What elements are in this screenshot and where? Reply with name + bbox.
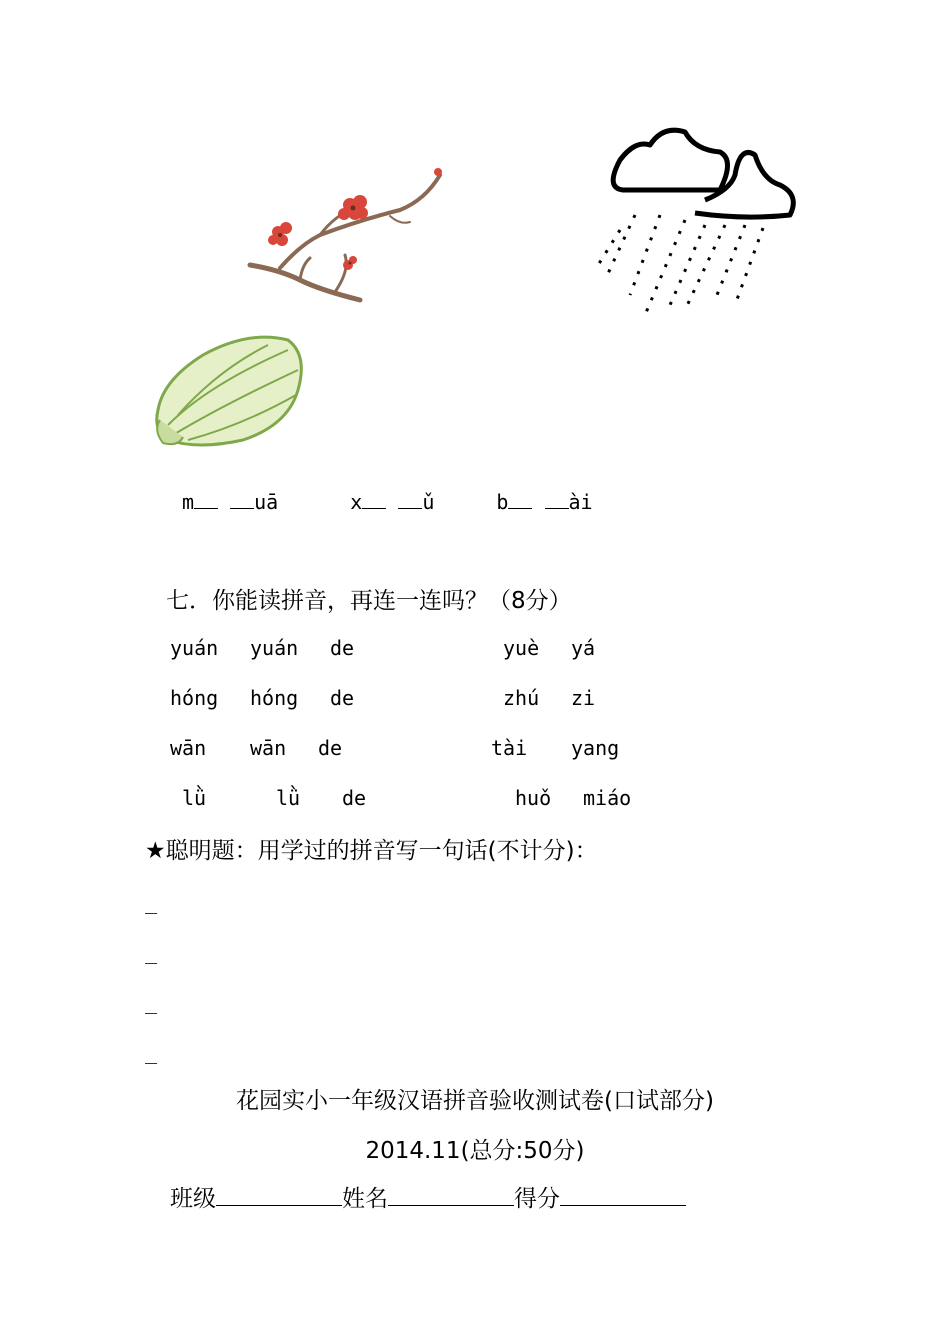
blank[interactable] [398,486,422,509]
blank-item [182,490,278,514]
pinyin-word: yuán [170,636,219,660]
section-7-title: 七．你能读拼音，再连一连吗？（8分） [166,588,572,614]
blank-item [496,490,592,514]
initial-letter: m [182,490,195,514]
pinyin-word: wān [250,736,287,760]
final-letter: ǔ [422,490,435,514]
answer-line-mark[interactable]: _ [145,940,158,964]
pinyin-word: miáo [583,786,632,810]
pinyin-left-row-2 [170,686,355,710]
blank[interactable] [194,486,218,509]
rain-cloud-image [585,120,805,320]
pinyin-word: yá [571,636,596,660]
oral-exam-title: 花园实小一年级汉语拼音验收测试卷(口试部分) [236,1088,714,1114]
class-label: 班级 [170,1186,216,1212]
blank[interactable] [545,486,569,509]
answer-line-mark[interactable]: _ [145,1040,158,1064]
blank[interactable] [362,486,386,509]
answer-line-mark[interactable]: _ [145,990,158,1014]
pinyin-word: zhú [503,686,540,710]
pinyin-left-row-3 [170,736,343,760]
pinyin-word: wān [170,736,207,760]
pinyin-word: de [330,686,355,710]
final-letter: uā [254,490,279,514]
class-field[interactable] [216,1183,342,1206]
pinyin-right-row-2 [503,686,596,710]
initial-letter: x [350,490,363,514]
pinyin-word: tài [491,736,528,760]
pinyin-word: hóng [170,686,219,710]
bonus-question-title: ★聪明题：用学过的拼音写一句话(不计分)： [145,838,598,864]
pinyin-word: de [318,736,343,760]
plum-blossom-image [240,150,460,320]
blank[interactable] [508,486,532,509]
blank[interactable] [230,486,254,509]
pinyin-left-row-4 [182,786,367,810]
pinyin-word: yuán [250,636,299,660]
pinyin-word: yuè [503,636,540,660]
blank-item [350,490,434,514]
pinyin-word: yang [571,736,620,760]
answer-line-mark[interactable]: _ [145,890,158,914]
pinyin-word: lǜ [276,786,301,810]
pinyin-right-row-4 [515,786,632,810]
fill-blank-row [182,486,593,514]
name-label: 姓名 [342,1186,388,1212]
pinyin-word: huǒ [515,786,552,810]
pinyin-word: zi [571,686,596,710]
pinyin-word: hóng [250,686,299,710]
initial-letter: b [496,490,509,514]
final-letter: ài [568,490,593,514]
cabbage-image [148,325,313,460]
name-field[interactable] [388,1183,514,1206]
pinyin-word: de [330,636,355,660]
score-label: 得分 [514,1186,560,1212]
pinyin-right-row-1 [503,636,596,660]
student-info-row [170,1180,686,1213]
pinyin-left-row-1 [170,636,355,660]
pinyin-word: de [342,786,367,810]
score-field[interactable] [560,1183,686,1206]
oral-exam-subtitle: 2014.11(总分:50分) [365,1138,585,1164]
pinyin-right-row-3 [491,736,620,760]
pinyin-word: lǜ [182,786,207,810]
